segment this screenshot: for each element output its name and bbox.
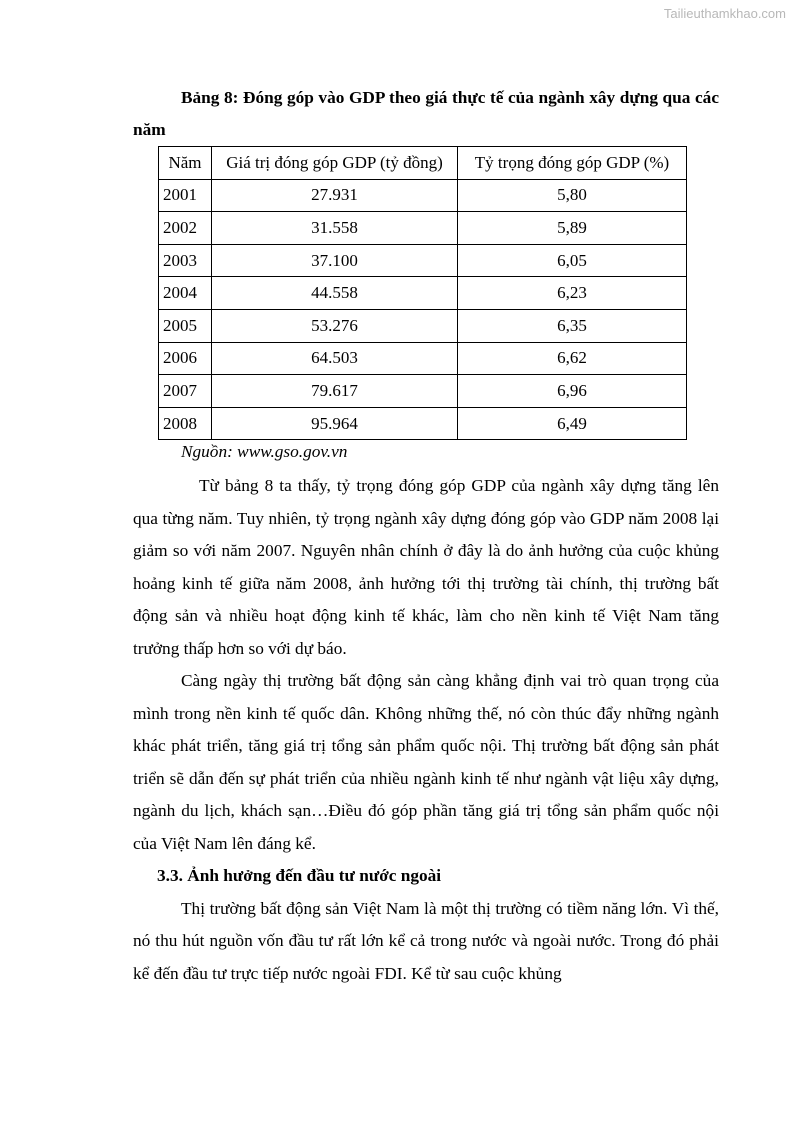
cell-gdp-value: 95.964 <box>212 407 458 440</box>
cell-gdp-share: 6,62 <box>458 342 687 375</box>
table-caption: Bảng 8: Đóng góp vào GDP theo giá thực tế của ngành xây dựng qua các năm <box>133 88 719 139</box>
cell-gdp-share: 6,05 <box>458 244 687 277</box>
table-row <box>159 309 687 342</box>
cell-year: 2001 <box>159 179 212 212</box>
section-heading: 3.3. Ảnh hưởng đến đầu tư nước ngoài <box>157 866 442 886</box>
cell-gdp-value: 31.558 <box>212 212 458 245</box>
cell-gdp-share: 6,96 <box>458 375 687 408</box>
table-row <box>159 277 687 310</box>
cell-gdp-value: 37.100 <box>212 244 458 277</box>
watermark-text: Tailieuthamkhao.com <box>663 6 786 21</box>
cell-year: 2002 <box>159 212 212 245</box>
column-header-gdp-value: Giá trị đóng góp GDP (tỷ đồng) <box>212 147 458 180</box>
cell-gdp-value: 64.503 <box>212 342 458 375</box>
body-paragraph: Càng ngày thị trường bất động sản càng khẳng định vai trò quan trọng của mình trong nền kinh tế quốc dân. Không những thế, nó còn thúc đẩy những ngành khác phát triển, tăng giá trị tổng sản phẩm quốc nội. Thị trường bất động sản phát triển sẽ dẫn đến sự phát triển của nhiều ngành kinh tế như ngành vật liệu xây dựng, ngành du lịch, khách sạn…Điều đó góp phần tăng giá trị tổng sản phẩm quốc nội của Việt Nam lên đáng kể. <box>133 671 719 853</box>
table-row <box>159 244 687 277</box>
gdp-contribution-table <box>158 146 687 440</box>
table-row <box>159 179 687 212</box>
body-paragraph: Từ bảng 8 ta thấy, tỷ trọng đóng góp GDP của ngành xây dựng tăng lên qua từng năm. Tuy nhiên, tỷ trọng ngành xây dựng đóng góp vào GDP năm 2008 lại giảm so với năm 2007. Nguyên nhân chính ở đây là do ảnh hưởng của cuộc khủng hoảng kinh tế giữa năm 2008, ảnh hưởng tới thị trường tài chính, thị trường bất động sản và nhiều hoạt động kinh tế khác, làm cho nền kinh tế Việt Nam tăng trưởng thấp hơn so với dự báo. <box>133 476 719 658</box>
column-header-year: Năm <box>159 147 212 180</box>
cell-year: 2008 <box>159 407 212 440</box>
cell-gdp-value: 53.276 <box>212 309 458 342</box>
cell-gdp-value: 79.617 <box>212 375 458 408</box>
cell-year: 2005 <box>159 309 212 342</box>
table-row <box>159 342 687 375</box>
cell-year: 2004 <box>159 277 212 310</box>
cell-gdp-share: 5,80 <box>458 179 687 212</box>
cell-gdp-value: 27.931 <box>212 179 458 212</box>
cell-year: 2006 <box>159 342 212 375</box>
section-paragraph: Thị trường bất động sản Việt Nam là một thị trường có tiềm năng lớn. Vì thế, nó thu hút nguồn vốn đầu tư rất lớn kể cả trong nước và ngoài nước. Trong đó phải kể đến đầu tư trực tiếp nước ngoài FDI. Kể từ sau cuộc khủng <box>133 898 719 983</box>
column-header-gdp-share: Tỷ trọng đóng góp GDP (%) <box>458 147 687 180</box>
cell-gdp-share: 6,23 <box>458 277 687 310</box>
cell-gdp-share: 6,35 <box>458 309 687 342</box>
table-header-row <box>159 147 687 180</box>
table-row <box>159 375 687 408</box>
cell-year: 2003 <box>159 244 212 277</box>
cell-gdp-share: 5,89 <box>458 212 687 245</box>
cell-gdp-value: 44.558 <box>212 277 458 310</box>
document-body <box>133 82 719 990</box>
table-row <box>159 407 687 440</box>
cell-year: 2007 <box>159 375 212 408</box>
table-source-note: Nguồn: www.gso.gov.vn <box>181 442 348 462</box>
cell-gdp-share: 6,49 <box>458 407 687 440</box>
table-row <box>159 212 687 245</box>
